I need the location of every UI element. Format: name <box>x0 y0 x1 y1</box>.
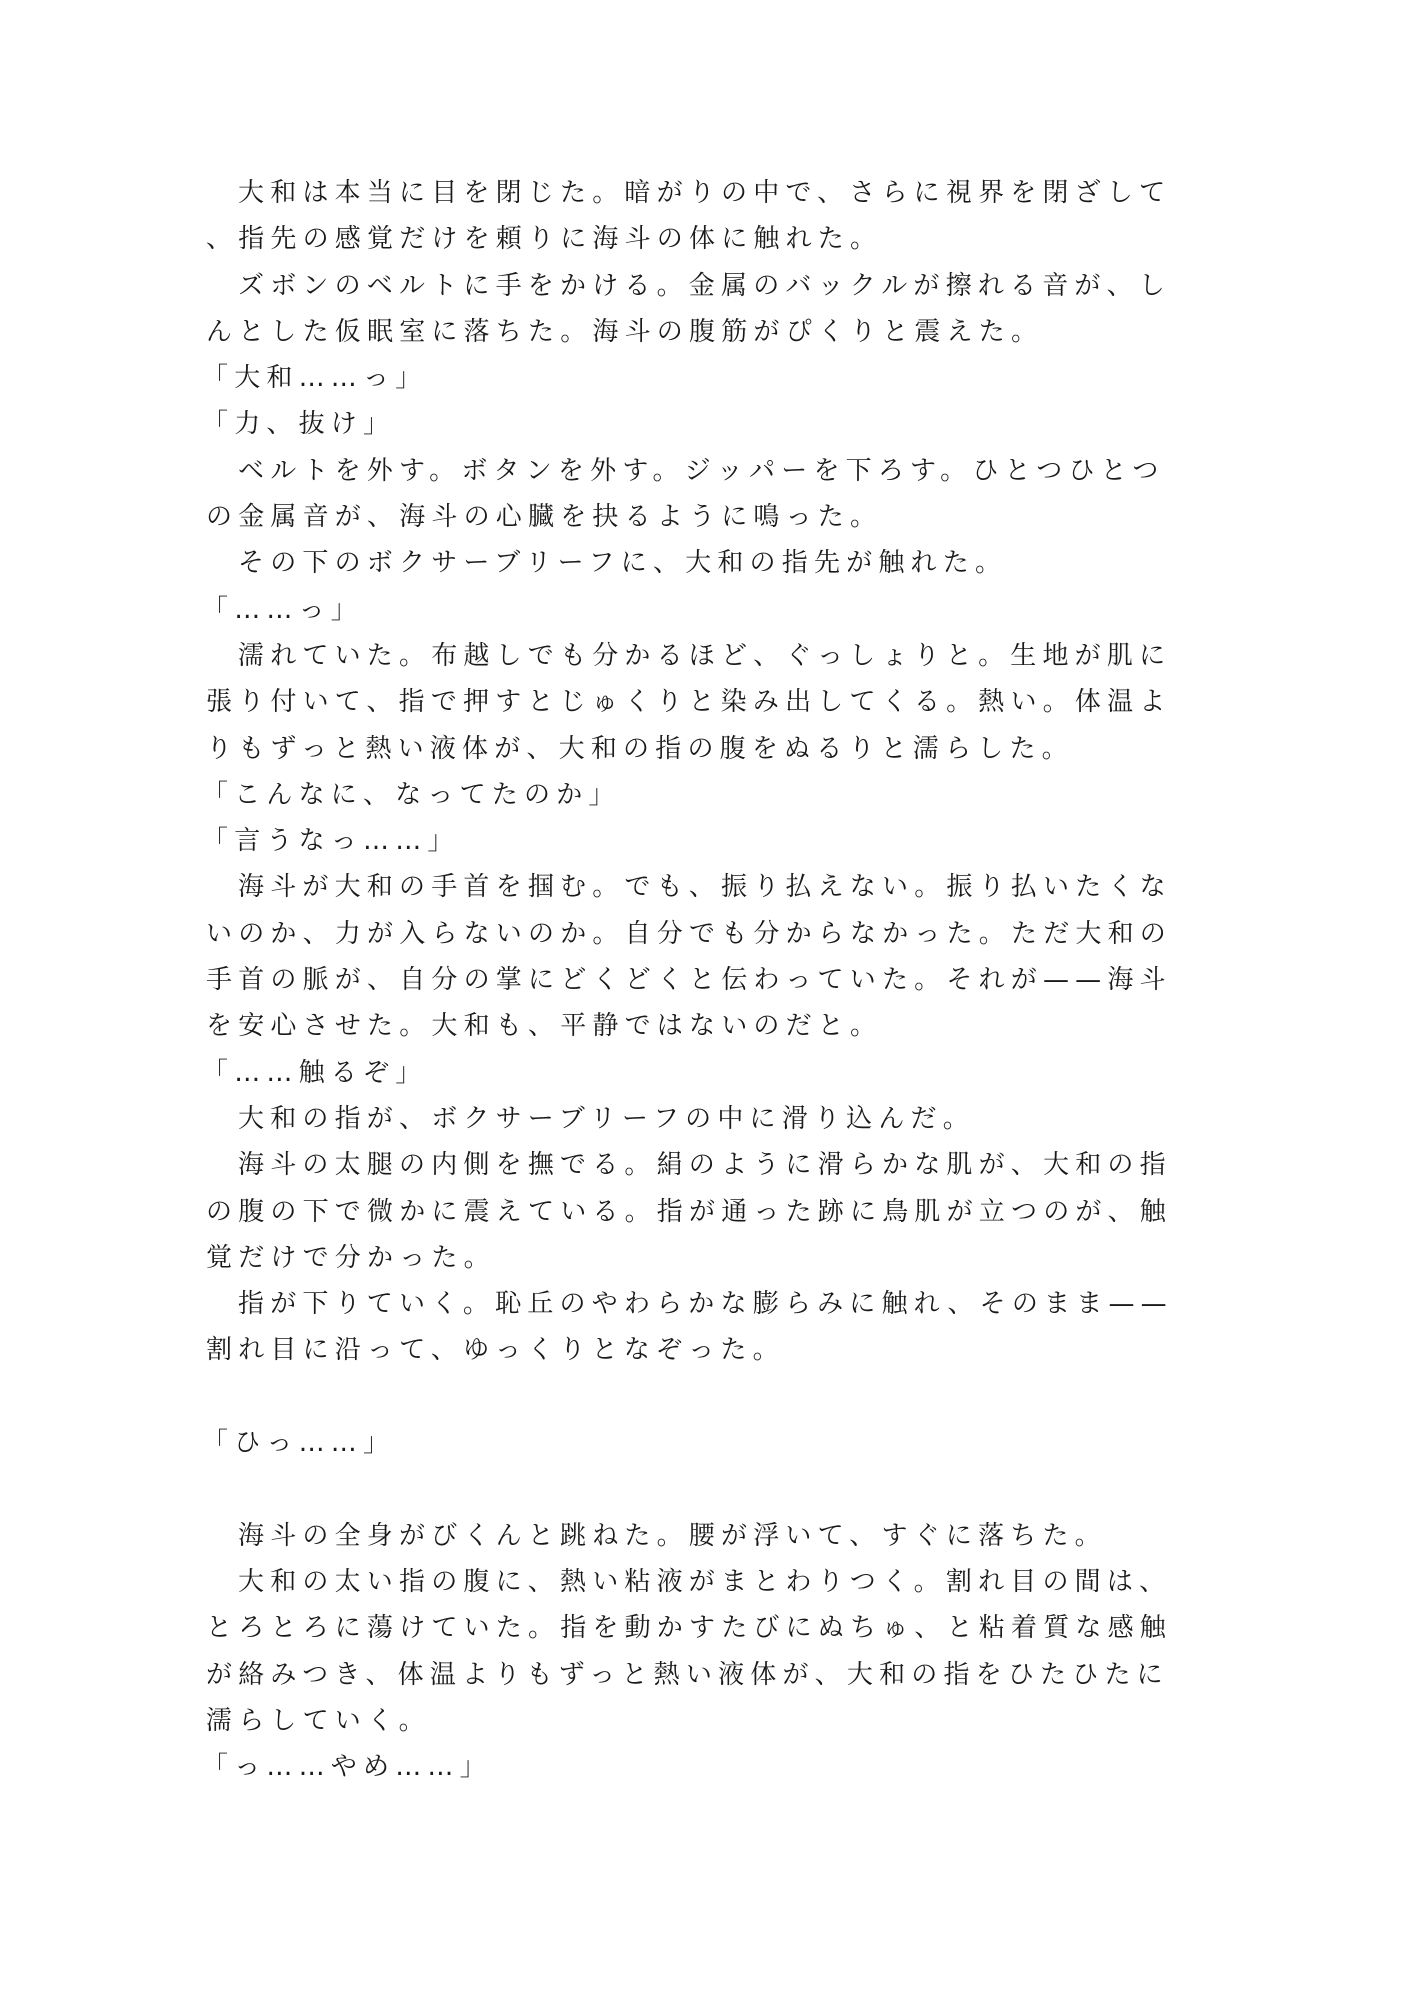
dialogue-line: 「力、抜け」 <box>202 409 396 440</box>
text-line: 、指先の感覚だけを頼りに海斗の体に触れた。 <box>206 224 883 255</box>
dialogue-line: 「こんなに、なってたのか」 <box>202 779 621 810</box>
text-line: を安心させた。大和も、平静ではないのだと。 <box>206 1011 883 1042</box>
text-line: 割れ目に沿って、ゆっくりとなぞった。 <box>206 1335 785 1366</box>
text-line: の腹の下で微かに震えている。指が通った跡に鳥肌が立つのが、触 <box>206 1196 1173 1227</box>
blank-line <box>206 1466 1196 1512</box>
dialogue-line: 「っ……やめ……」 <box>202 1752 492 1783</box>
dialogue-line: 「大和……っ」 <box>202 363 428 394</box>
document-page <box>202 170 1196 1790</box>
text-line: その下のボクサーブリーフに、大和の指先が触れた。 <box>238 548 1008 579</box>
text-line: ベルトを外す。ボタンを外す。ジッパーを下ろす。ひとつひとつ <box>238 455 1165 486</box>
text-line: 大和の太い指の腹に、熱い粘液がまとわりつく。割れ目の間は、 <box>238 1566 1172 1597</box>
dialogue-line: 「ひっ……」 <box>202 1428 396 1459</box>
text-line: 海斗の全身がびくんと跳ねた。腰が浮いて、すぐに落ちた。 <box>238 1520 1107 1551</box>
text-line: 手首の脈が、自分の掌にどくどくと伝わっていた。それが——海斗 <box>206 965 1172 996</box>
text-line: 濡れていた。布越しでも分かるほど、ぐっしょりと。生地が肌に <box>238 640 1172 671</box>
dialogue-line: 「……っ」 <box>202 594 364 625</box>
text-line: りもずっと熱い液体が、大和の指の腹をぬるりと濡らした。 <box>206 733 1074 764</box>
text-line: 海斗が大和の手首を掴む。でも、振り払えない。振り払いたくな <box>238 872 1172 903</box>
text-line: とろとろに蕩けていた。指を動かすたびにぬちゅ、と粘着質な感触 <box>206 1613 1173 1644</box>
text-line: 海斗の太腿の内側を撫でる。絹のように滑らかな肌が、大和の指 <box>238 1150 1172 1181</box>
text-line: 濡らしていく。 <box>206 1705 431 1736</box>
blank-line <box>206 1374 1196 1420</box>
text-line: 張り付いて、指で押すとじゅくりと染み出してくる。熱い。体温よ <box>206 687 1172 718</box>
text-line: 大和の指が、ボクサーブリーフの中に滑り込んだ。 <box>238 1103 975 1134</box>
dialogue-line: 「言うなっ……」 <box>202 826 460 857</box>
text-line: 指が下りていく。恥丘のやわらかな膨らみに触れ、そのまま—— <box>238 1289 1173 1320</box>
text-line: 覚だけで分かった。 <box>206 1242 496 1273</box>
text-line: ズボンのベルトに手をかける。金属のバックルが擦れる音が、し <box>238 270 1172 301</box>
text-line: いのか、力が入らないのか。自分でも分からなかった。ただ大和の <box>206 918 1173 949</box>
text-line: の金属音が、海斗の心臓を抉るように鳴った。 <box>206 502 883 533</box>
text-line: 大和は本当に目を閉じた。暗がりの中で、さらに視界を閉ざして <box>238 178 1172 208</box>
text-line: が絡みつき、体温よりもずっと熱い液体が、大和の指をひたひたに <box>206 1659 1169 1690</box>
text-line: んとした仮眠室に落ちた。海斗の腹筋がぴくりと震えた。 <box>206 316 1044 347</box>
dialogue-line: 「……触るぞ」 <box>202 1057 428 1088</box>
